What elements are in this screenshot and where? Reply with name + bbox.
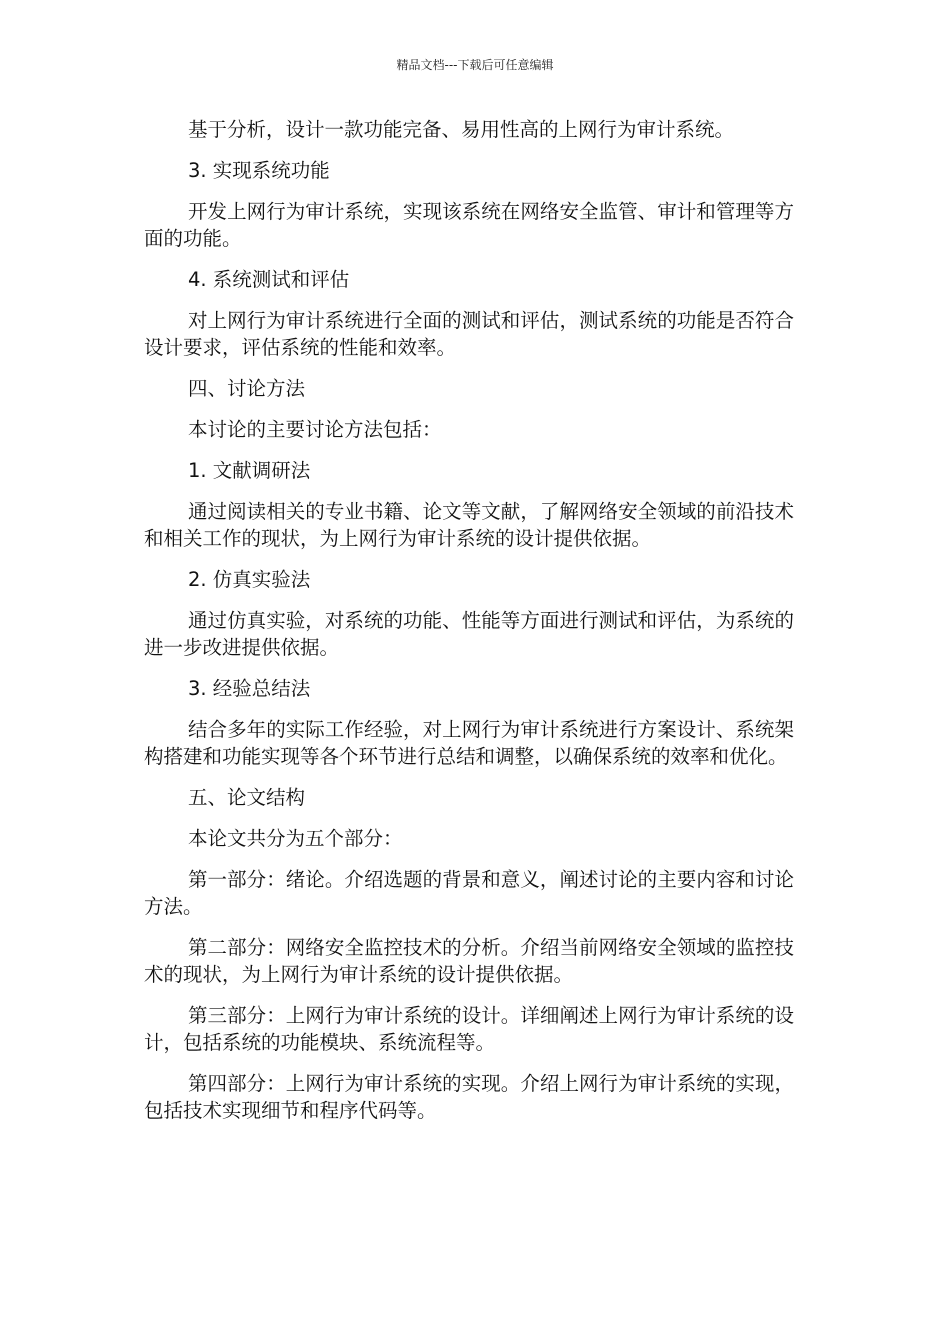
paragraph: 基于分析，设计一款功能完备、易用性高的上网行为审计系统。 (188, 118, 735, 141)
section-heading: 3. 经验总结法 (188, 677, 311, 700)
document-body (144, 116, 794, 1138)
paragraph: 开发上网行为审计系统，实现该系统在网络安全监管、审计和管理等方面的功能。 (144, 200, 794, 250)
section-heading: 2. 仿真实验法 (188, 568, 311, 591)
paragraph: 第四部分：上网行为审计系统的实现。介绍上网行为审计系统的实现，包括技术实现细节和程序代码等。 (144, 1072, 794, 1122)
paragraph: 第三部分：上网行为审计系统的设计。详细阐述上网行为审计系统的设计，包括系统的功能模块、系统流程等。 (144, 1004, 794, 1054)
paragraph: 第一部分：绪论。介绍选题的背景和意义，阐述讨论的主要内容和讨论方法。 (144, 868, 794, 918)
section-heading: 四、讨论方法 (188, 377, 306, 400)
paragraph: 本讨论的主要讨论方法包括： (188, 418, 442, 441)
paragraph: 本论文共分为五个部分： (188, 827, 403, 850)
paragraph: 结合多年的实际工作经验，对上网行为审计系统进行方案设计、系统架构搭建和功能实现等各个环节进行总结和调整，以确保系统的效率和优化。 (144, 718, 794, 768)
paragraph: 对上网行为审计系统进行全面的测试和评估，测试系统的功能是否符合设计要求，评估系统的性能和效率。 (144, 309, 794, 359)
section-heading: 五、论文结构 (188, 786, 306, 809)
paragraph: 通过仿真实验，对系统的功能、性能等方面进行测试和评估，为系统的进一步改进提供依据。 (144, 609, 794, 659)
page-header: 精品文档---下载后可任意编辑 (396, 58, 554, 72)
section-heading: 3. 实现系统功能 (188, 159, 330, 182)
paragraph: 第二部分：网络安全监控技术的分析。介绍当前网络安全领域的监控技术的现状，为上网行为审计系统的设计提供依据。 (144, 936, 794, 986)
section-heading: 4. 系统测试和评估 (188, 268, 350, 291)
paragraph: 通过阅读相关的专业书籍、论文等文献，了解网络安全领域的前沿技术和相关工作的现状，为上网行为审计系统的设计提供依据。 (144, 500, 794, 550)
section-heading: 1. 文献调研法 (188, 459, 311, 482)
